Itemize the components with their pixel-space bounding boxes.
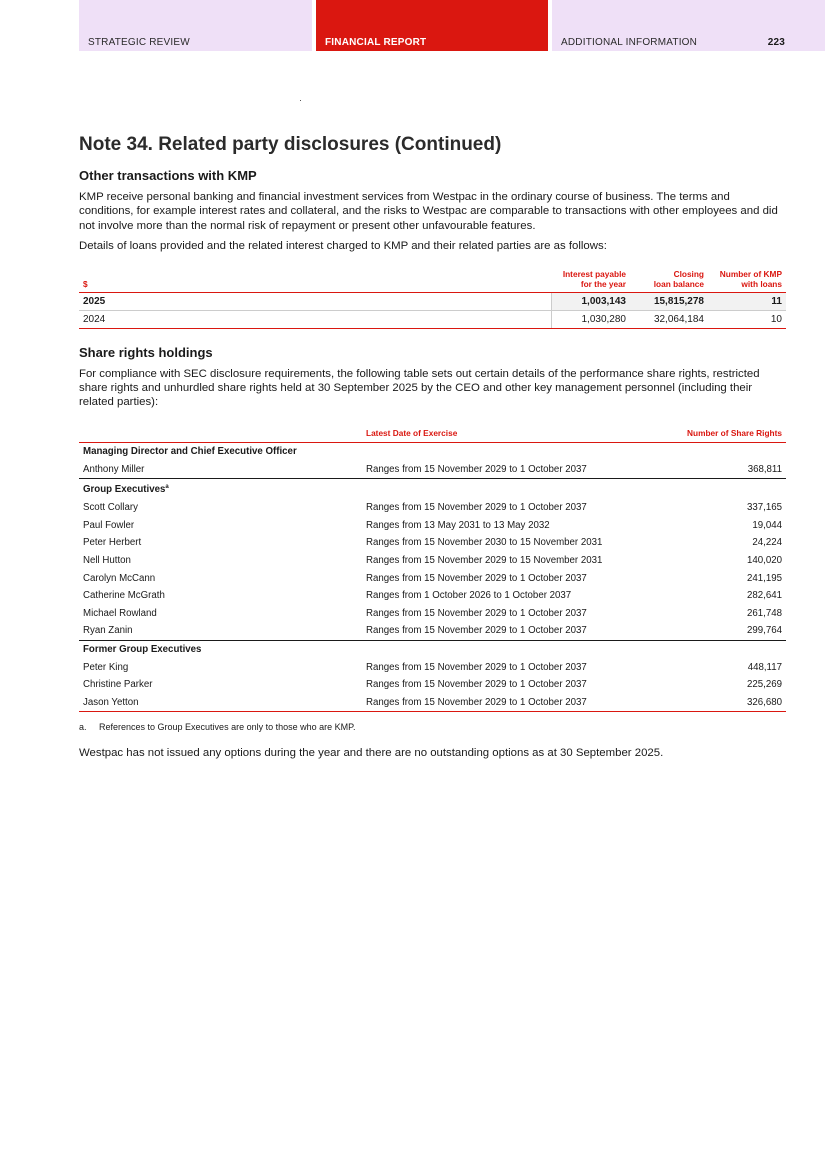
cell-balance: 32,064,184 (630, 310, 708, 328)
col-label-line2: for the year (580, 278, 626, 289)
paragraph-share-rights: For compliance with SEC disclosure requirements, the following table sets out certain details of the performance share rights, restricted share rights and unhurdled share rights held at 30 September 2025 by the CEO and other key management personnel (including their related parties): (79, 367, 760, 409)
group-label: Former Group Executives (79, 640, 786, 658)
col-label-line2: loan balance (653, 278, 704, 289)
page-content (79, 134, 786, 766)
cell-date: Ranges from 15 November 2029 to 15 November 2031 (366, 554, 603, 566)
table-row (79, 676, 786, 694)
cell-number: 19,044 (752, 519, 782, 531)
table-row (79, 604, 786, 622)
share-table-header (79, 428, 786, 443)
cell-date: Ranges from 13 May 2031 to 13 May 2032 (366, 519, 550, 531)
col-number-share-rights: Number of Share Rights (662, 428, 786, 443)
cell-name: Catherine McGrath (83, 590, 165, 602)
cell-name: Christine Parker (83, 679, 153, 691)
table-row (79, 516, 786, 534)
cell-number: 368,811 (747, 463, 782, 475)
cell-date: Ranges from 1 October 2026 to 1 October 2037 (366, 590, 572, 602)
cell-name: Peter King (83, 661, 129, 673)
cell-name: Carolyn McCann (83, 572, 156, 584)
cell-name: Anthony Miller (83, 463, 145, 475)
table-row (79, 552, 786, 570)
cell-date: Ranges from 15 November 2029 to 1 October 2037 (366, 661, 587, 673)
cell-number: 282,641 (746, 590, 782, 602)
col-label-line1: Closing (673, 268, 704, 279)
cell-date: Ranges from 15 November 2029 to 1 October 2037 (366, 463, 587, 475)
group-label: Group Executives (83, 484, 166, 496)
page-number: 223 (767, 37, 785, 48)
cell-date: Ranges from 15 November 2029 to 1 October 2037 (366, 679, 587, 691)
footnote-label: a. (79, 721, 87, 732)
paragraph-loan-details: Details of loans provided and the related interest charged to KMP and their related parties are as follows: (79, 240, 607, 253)
section-heading-share-rights: Share rights holdings (79, 344, 213, 360)
header-tab-label: ADDITIONAL INFORMATION (561, 37, 698, 48)
row-year: 2024 (79, 310, 551, 328)
share-rights-table (79, 428, 786, 712)
col-number-kmp (708, 269, 786, 293)
cell-count: 10 (708, 310, 786, 328)
table-row (79, 460, 786, 478)
group-label-cell (79, 479, 786, 499)
section-heading-other-transactions: Other transactions with KMP (79, 168, 257, 183)
footnote-marker: a (165, 484, 169, 491)
group-row-group-executives (79, 479, 786, 499)
cell-date: Ranges from 15 November 2029 to 1 October 2037 (366, 502, 587, 514)
table-row (79, 292, 786, 310)
group-row-ceo (79, 442, 786, 460)
table-row (79, 693, 786, 711)
cell-number: 261,748 (746, 607, 782, 619)
cell-date: Ranges from 15 November 2030 to 15 November 2031 (366, 537, 603, 549)
col-label-line1: Number of KMP (719, 268, 782, 279)
cell-date: Ranges from 15 November 2029 to 1 October 2037 (366, 607, 587, 619)
table-row (79, 622, 786, 640)
group-label: Managing Director and Chief Executive Officer (83, 446, 297, 458)
row-year: 2025 (79, 292, 551, 310)
cell-number: 24,224 (752, 537, 782, 549)
table-row (79, 499, 786, 517)
cell-count: 11 (708, 292, 786, 310)
cell-name: Peter Herbert (83, 537, 142, 549)
col-name (79, 428, 362, 443)
header-tab-strategic-review[interactable] (79, 0, 312, 51)
cell-name: Nell Hutton (83, 554, 131, 566)
col-interest-payable (551, 269, 630, 293)
cell-number: 140,020 (746, 554, 782, 566)
col-closing-balance (630, 269, 708, 293)
cell-number: 337,165 (746, 502, 782, 514)
cell-date: Ranges from 15 November 2029 to 1 October 2037 (366, 572, 587, 584)
footnote-text: References to Group Executives are only to those who are KMP. (99, 721, 356, 732)
header-tab-label: STRATEGIC REVIEW (88, 37, 190, 48)
col-currency: $ (79, 269, 551, 293)
cell-number: 241,195 (746, 572, 782, 584)
group-row-former-executives (79, 640, 786, 658)
table-row (79, 587, 786, 605)
cell-name: Paul Fowler (83, 519, 135, 531)
cell-interest: 1,003,143 (551, 292, 630, 310)
col-label-line1: Interest payable (562, 268, 626, 279)
col-label-line2: with loans (741, 278, 782, 289)
table-row (79, 569, 786, 587)
table-row (79, 310, 786, 328)
cell-number: 225,269 (746, 679, 782, 691)
cell-balance: 15,815,278 (630, 292, 708, 310)
cell-interest: 1,030,280 (551, 310, 630, 328)
paragraph-options: Westpac has not issued any options during the year and there are no outstanding options as at 30 September 2025. (79, 746, 664, 759)
paragraph-kmp-services: KMP receive personal banking and financial investment services from Westpac in the ordinary course of business. The terms and conditions, for example interest rates and collateral, and the risks to Westpac are comparable to transactions with other employees and did not involve more than the normal risk of repayment or present other unfavourable features. (79, 191, 778, 232)
cell-number: 448,117 (747, 661, 782, 673)
header-tab-additional-information[interactable] (552, 0, 825, 51)
col-latest-date: Latest Date of Exercise (362, 428, 662, 443)
cell-name: Jason Yetton (79, 693, 362, 711)
loan-table-header (79, 269, 786, 293)
cell-name: Michael Rowland (83, 607, 157, 619)
header-tab-label: FINANCIAL REPORT (325, 37, 427, 48)
cell-date: Ranges from 15 November 2029 to 1 October 2037 (362, 693, 662, 711)
stray-dot (300, 100, 301, 101)
cell-date: Ranges from 15 November 2029 to 1 October 2037 (366, 625, 587, 637)
cell-name: Scott Collary (83, 502, 138, 514)
page-title: Note 34. Related party disclosures (Continued) (79, 134, 502, 155)
loan-table (79, 269, 786, 329)
table-row (79, 534, 786, 552)
cell-number: 299,764 (746, 625, 782, 637)
footnote (79, 722, 786, 732)
header-tab-financial-report[interactable] (316, 0, 548, 51)
cell-name: Ryan Zanin (83, 625, 133, 637)
cell-number: 326,680 (662, 693, 786, 711)
table-row (79, 658, 786, 676)
